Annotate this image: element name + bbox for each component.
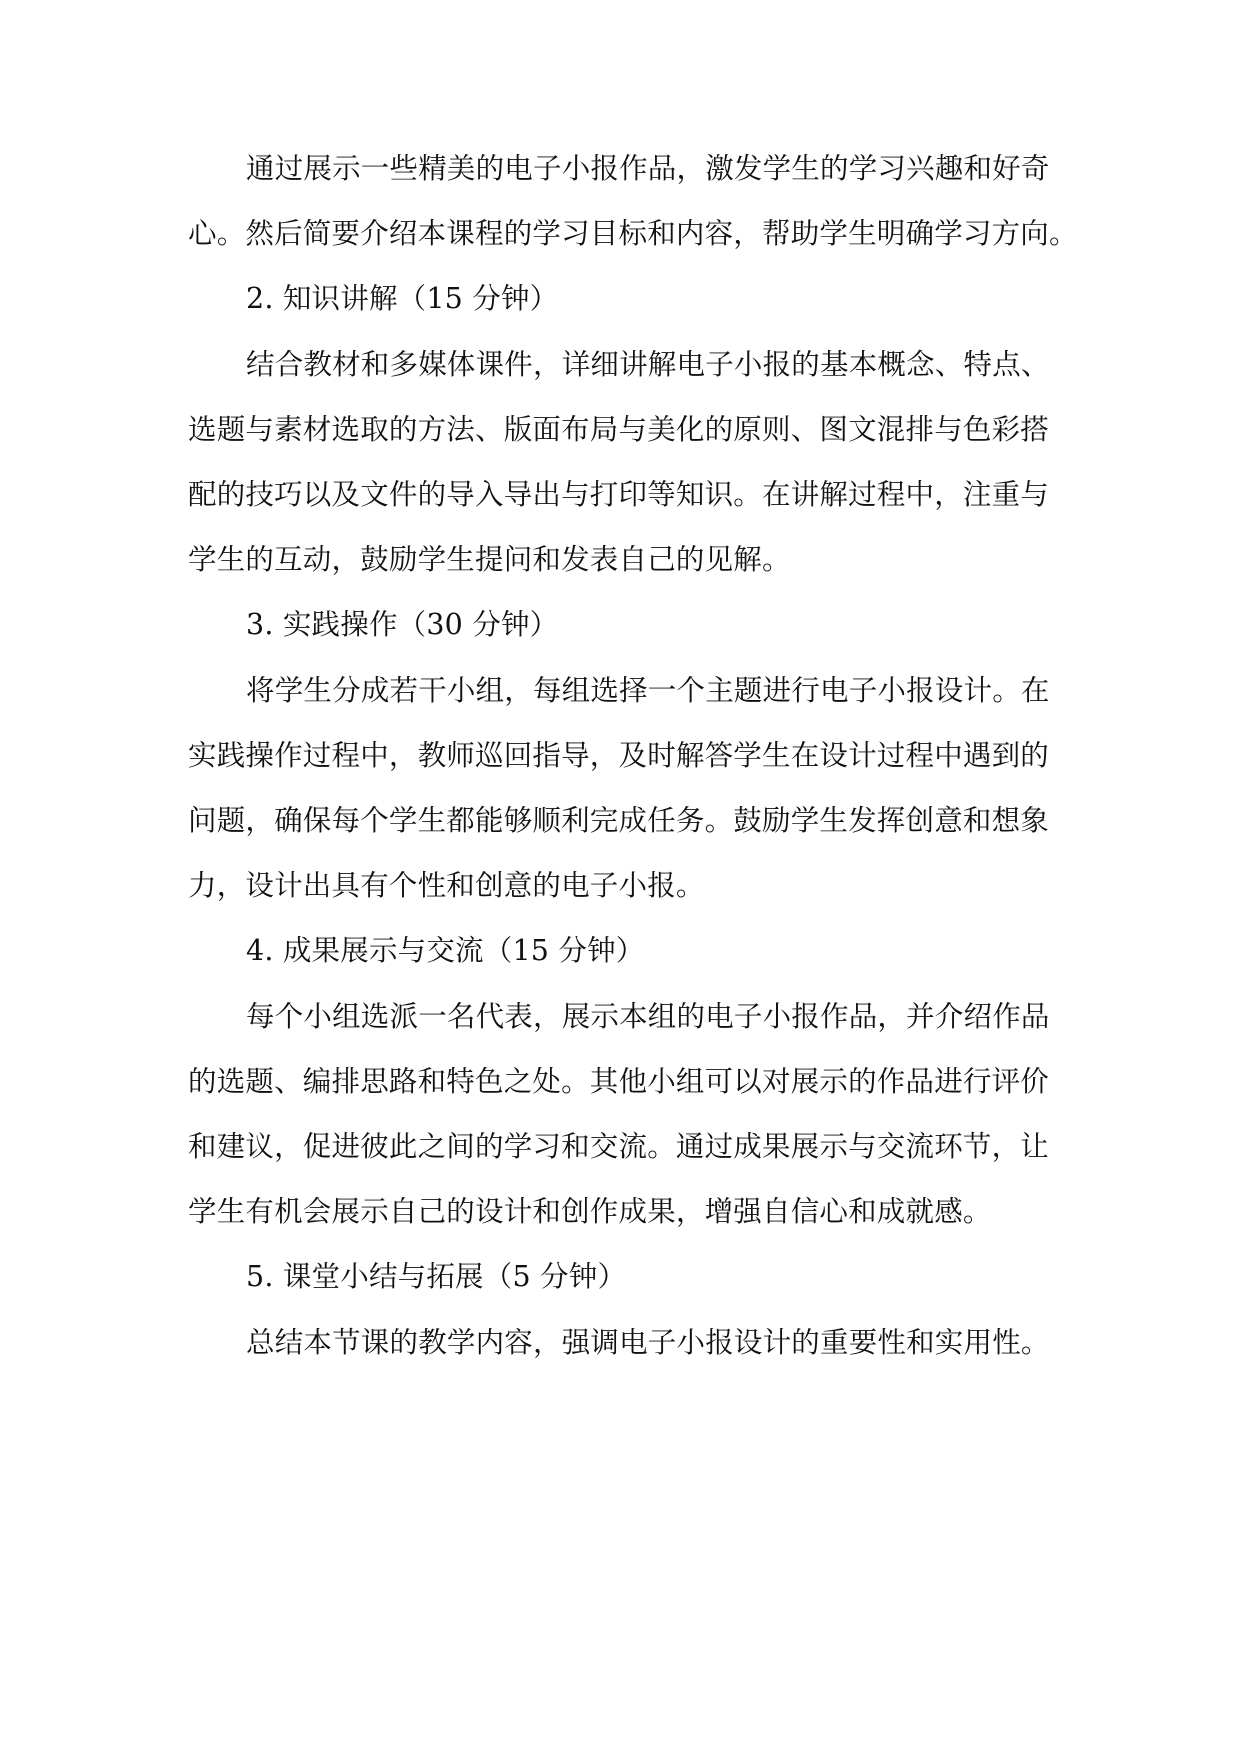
paragraph-practice-line-2: 实践操作过程中，教师巡回指导，及时解答学生在设计过程中遇到的 <box>188 739 1050 772</box>
paragraph-presentation-line-1: 每个小组选派一名代表，展示本组的电子小报作品，并介绍作品 <box>246 1000 1050 1033</box>
section-heading-summary: 5. 课堂小结与拓展（5 分钟） <box>246 1260 627 1293</box>
section-heading-practice: 3. 实践操作（30 分钟） <box>246 608 559 641</box>
section-heading-presentation: 4. 成果展示与交流（15 分钟） <box>246 934 645 967</box>
section-heading-knowledge: 2. 知识讲解（15 分钟） <box>246 282 559 315</box>
paragraph-intro-line-1: 通过展示一些精美的电子小报作品，激发学生的学习兴趣和好奇 <box>246 152 1050 185</box>
paragraph-summary-line-1: 总结本节课的教学内容，强调电子小报设计的重要性和实用性。 <box>246 1326 1050 1359</box>
paragraph-practice-line-1: 将学生分成若干小组，每组选择一个主题进行电子小报设计。在 <box>246 674 1050 707</box>
paragraph-knowledge-line-1: 结合教材和多媒体课件，详细讲解电子小报的基本概念、特点、 <box>246 348 1050 381</box>
paragraph-practice-line-3: 问题，确保每个学生都能够顺利完成任务。鼓励学生发挥创意和想象 <box>188 804 1050 837</box>
paragraph-knowledge-line-4: 学生的互动，鼓励学生提问和发表自己的见解。 <box>188 543 791 576</box>
paragraph-presentation-line-2: 的选题、编排思路和特色之处。其他小组可以对展示的作品进行评价 <box>188 1065 1050 1098</box>
paragraph-presentation-line-4: 学生有机会展示自己的设计和创作成果，增强自信心和成就感。 <box>188 1195 992 1228</box>
paragraph-knowledge-line-3: 配的技巧以及文件的导入导出与打印等知识。在讲解过程中，注重与 <box>188 478 1050 511</box>
paragraph-knowledge-line-2: 选题与素材选取的方法、版面布局与美化的原则、图文混排与色彩搭 <box>188 413 1050 446</box>
paragraph-presentation-line-3: 和建议，促进彼此之间的学习和交流。通过成果展示与交流环节，让 <box>188 1130 1050 1163</box>
paragraph-practice-line-4: 力，设计出具有个性和创意的电子小报。 <box>188 869 705 902</box>
paragraph-intro-line-2: 心。然后简要介绍本课程的学习目标和内容，帮助学生明确学习方向。 <box>188 217 1078 250</box>
